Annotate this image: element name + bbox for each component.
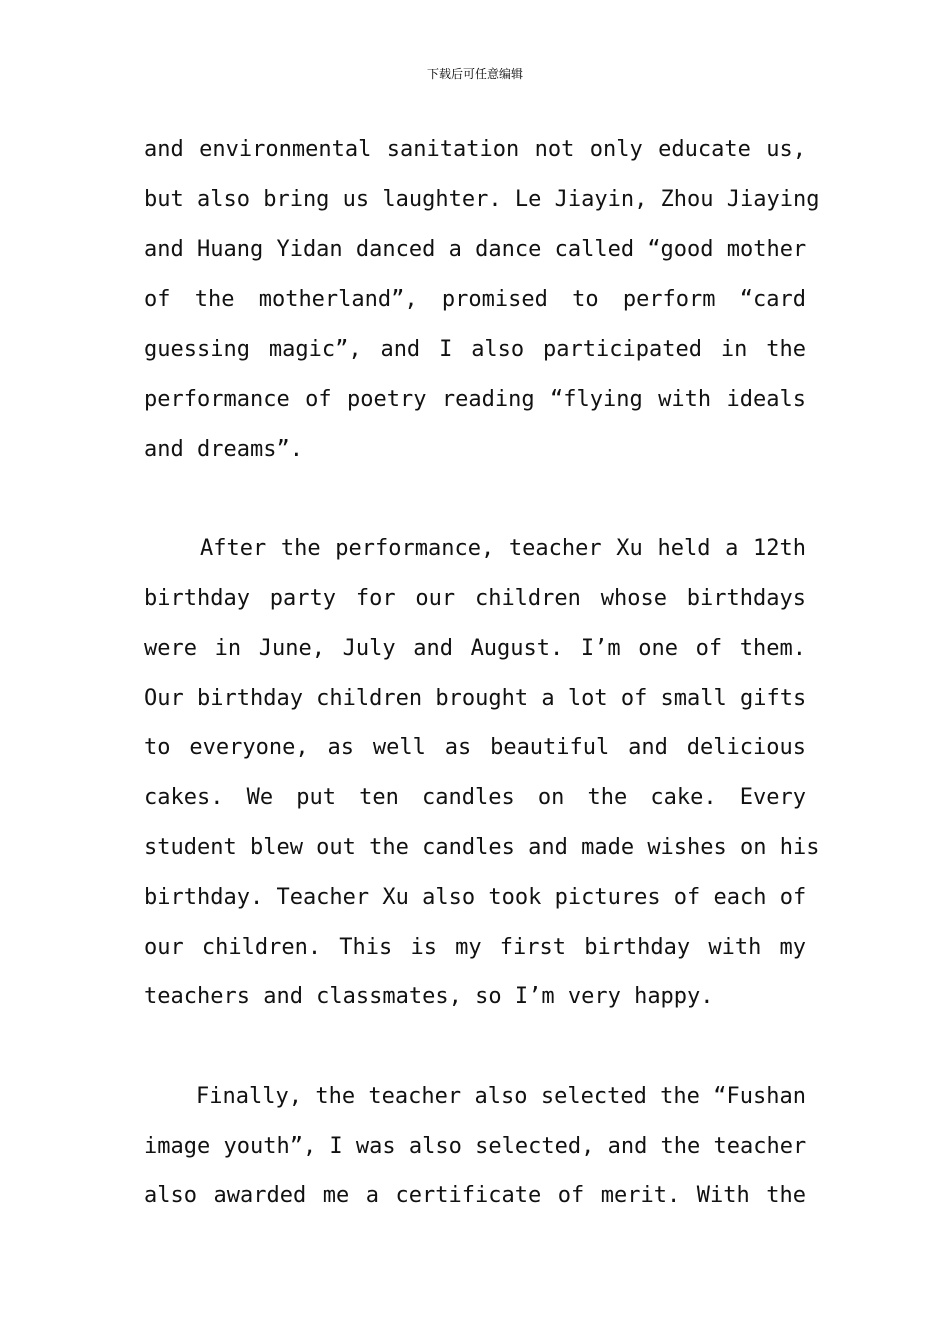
paragraph-2-line-9: our children. This is my first birthday with my: [144, 935, 806, 960]
paragraph-2-line-6: cakes. We put ten candles on the cake. Every: [144, 785, 806, 810]
paragraph-3-line-1: Finally, the teacher also selected the “Fushan: [196, 1084, 806, 1109]
paragraph-2-line-2: birthday party for our children whose birthdays: [144, 586, 806, 611]
paragraph-2-line-10: teachers and classmates, so I’m very happy.: [144, 984, 714, 1009]
paragraph-1-line-2: but also bring us laughter. Le Jiayin, Zhou Jiaying: [144, 187, 820, 212]
paragraph-1-line-7: and dreams”.: [144, 437, 303, 462]
paragraph-2-line-7: student blew out the candles and made wishes on his: [144, 835, 820, 860]
paragraph-1-line-6: performance of poetry reading “flying with ideals: [144, 387, 806, 412]
paragraph-3-line-2: image youth”, I was also selected, and the teacher: [144, 1134, 807, 1159]
paragraph-3-line-3: also awarded me a certificate of merit. With the: [144, 1183, 806, 1208]
paragraph-1-line-5: guessing magic”, and I also participated in the: [144, 337, 806, 362]
paragraph-1-line-4: of the motherland”, promised to perform “card: [144, 287, 806, 312]
paragraph-2-line-1: After the performance, teacher Xu held a 12th: [200, 536, 806, 561]
page-header: 下载后可任意编辑: [426, 67, 523, 81]
paragraph-2-line-5: to everyone, as well as beautiful and delicious: [144, 735, 806, 760]
paragraph-1-line-3: and Huang Yidan danced a dance called “good mother: [144, 237, 807, 262]
paragraph-1-line-1: and environmental sanitation not only educate us,: [144, 137, 806, 162]
paragraph-2-line-4: Our birthday children brought a lot of small gifts: [144, 686, 807, 711]
paragraph-2-line-8: birthday. Teacher Xu also took pictures of each of: [144, 885, 807, 910]
paragraph-2-line-3: were in June, July and August. I’m one of them.: [144, 636, 806, 661]
